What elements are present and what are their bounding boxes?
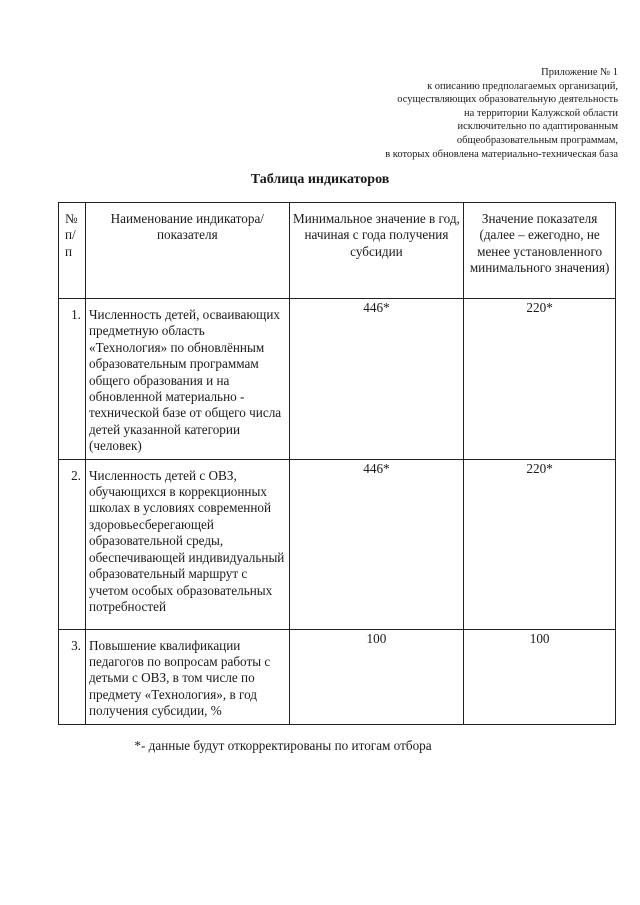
- row-value: 220*: [464, 459, 616, 629]
- header-num: № п/п: [59, 203, 86, 299]
- appendix-line: общеобразовательным программам,: [456, 134, 618, 146]
- table-header-row: [59, 203, 616, 299]
- appendix-line: к описанию предполагаемых организаций,: [427, 80, 618, 92]
- appendix-line: в которых обновлена материально-техническая база: [385, 148, 618, 160]
- header-min: Минимальное значение в год, начиная с года получения субсидии: [289, 203, 464, 299]
- appendix-line: Приложение № 1: [541, 67, 618, 78]
- row-value: 220*: [464, 299, 616, 460]
- row-value: 100: [464, 629, 616, 724]
- table-row: [59, 299, 616, 460]
- row-min-value: 100: [289, 629, 464, 724]
- row-num: 2.: [59, 459, 86, 629]
- row-name: Численность детей с ОВЗ, обучающихся в коррекционных школах в условиях современной здоровьесберегающей образовательной среды, обеспечивающей индивидуальный образовательный маршрут с учетом особых образовательных потребностей: [85, 459, 289, 629]
- row-min-value: 446*: [289, 299, 464, 460]
- row-num: 1.: [59, 299, 86, 460]
- table-row: [59, 629, 616, 724]
- indicators-table: [58, 202, 616, 725]
- appendix-note: [298, 66, 618, 161]
- page-title: Таблица индикаторов: [250, 172, 390, 187]
- footnote: [0, 738, 640, 754]
- row-name: Повышение квалификации педагогов по вопросам работы с детьми с ОВЗ, в том числе по предмету «Технология», в год получения субсидии, %: [85, 629, 289, 724]
- table-row: [59, 459, 616, 629]
- appendix-line: исключительно по адаптированным: [457, 121, 618, 133]
- appendix-line: на территории Калужской области: [464, 107, 618, 119]
- row-name: Численность детей, осваивающих предметную область «Технология» по обновлённым образовательным программам общего образования и на обновленной материально - технической базе от общего числа детей указанной категории (человек): [85, 299, 289, 460]
- footnote-text: *- данные будут откорректированы по итогам отбора: [134, 738, 432, 753]
- header-value: Значение показателя (далее – ежегодно, не менее установленного минимального значения): [464, 203, 616, 299]
- row-num: 3.: [59, 629, 86, 724]
- header-name: Наименование индикатора/показателя: [85, 203, 289, 299]
- appendix-line: осуществляющих образовательную деятельность: [397, 94, 618, 106]
- row-min-value: 446*: [289, 459, 464, 629]
